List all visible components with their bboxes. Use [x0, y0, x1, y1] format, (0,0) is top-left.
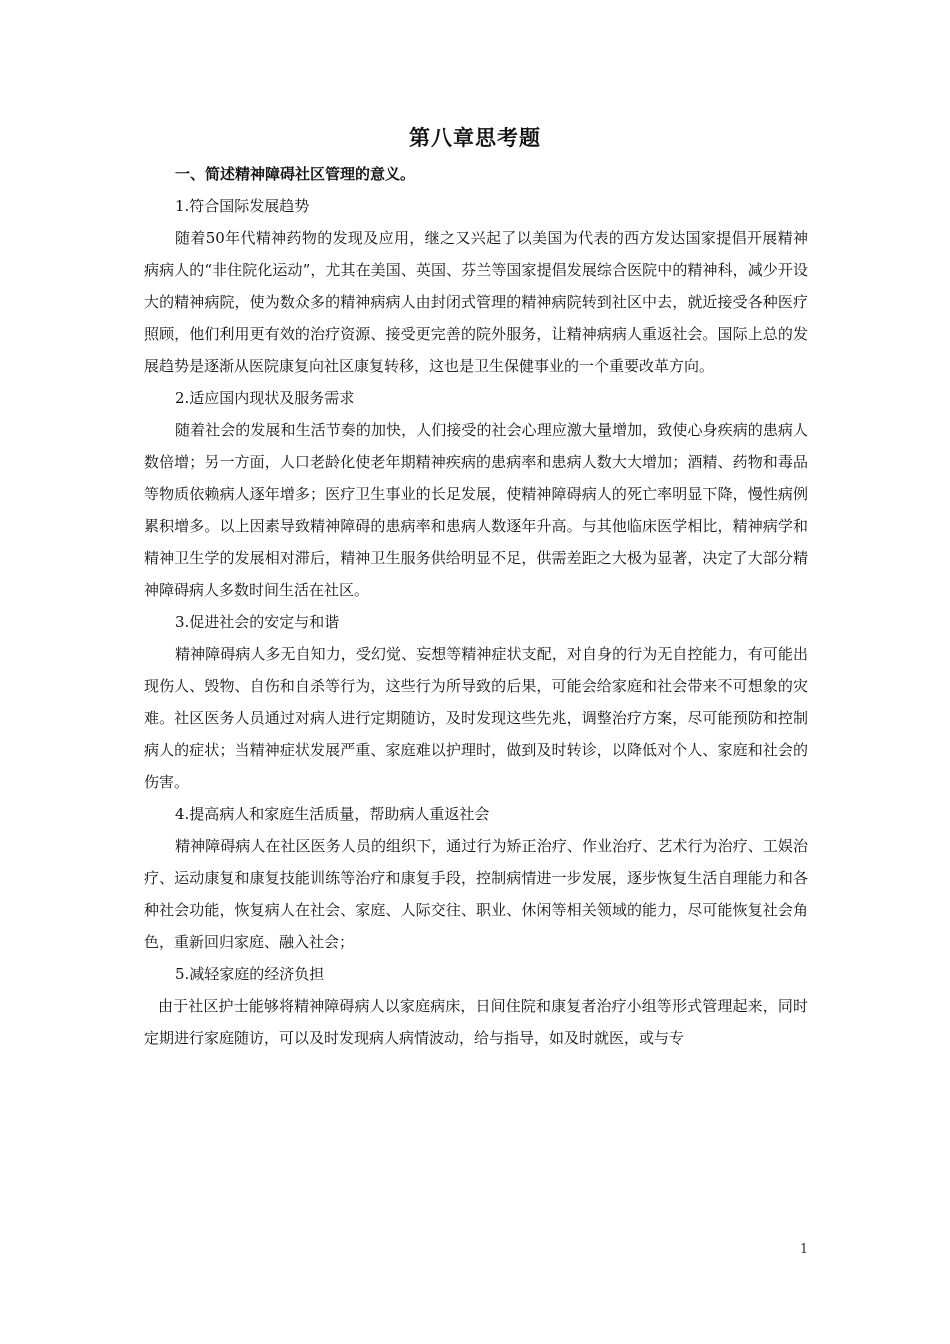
- page-number: 1: [799, 1242, 809, 1257]
- section-paragraph-1: 随着50年代精神药物的发现及应用，继之又兴起了以美国为代表的西方发达国家提倡开展精神病病人的“非住院化运动”，尤其在美国、英国、芬兰等国家提倡发展综合医院中的精神科，减少开设大的精神病院，使为数众多的精神病病人由封闭式管理的精神病院转到社区中去，就近接受各种医疗照顾，他们利用更有效的治疗资源、接受更完善的院外服务，让精神病病人重返社会。国际上总的发展趋势是逐渐从医院康复向社区康复转移，这也是卫生保健事业的一个重要改革方向。: [144, 229, 808, 375]
- section-heading-3: 3.促进社会的安定与和谐: [175, 613, 340, 631]
- section-paragraph-5: 由于社区护士能够将精神障碍病人以家庭病床，日间住院和康复者治疗小组等形式管理起来，同时定期进行家庭随访，可以及时发现病人病情波动，给与指导，如及时就医，或与专: [144, 997, 808, 1047]
- section-heading-4: 4.提高病人和家庭生活质量，帮助病人重返社会: [175, 805, 490, 823]
- question-heading: 一、简述精神障碍社区管理的意义。: [175, 165, 416, 183]
- page-title: 第八章思考题: [409, 125, 541, 150]
- section-heading-5: 5.减轻家庭的经济负担: [175, 965, 325, 983]
- document-body: [144, 158, 808, 1054]
- section-paragraph-3: 精神障碍病人多无自知力，受幻觉、妄想等精神症状支配，对自身的行为无自控能力，有可能出现伤人、毁物、自伤和自杀等行为，这些行为所导致的后果，可能会给家庭和社会带来不可想象的灾难。社区医务人员通过对病人进行定期随访，及时发现这些先兆，调整治疗方案，尽可能预防和控制病人的症状；当精神症状发展严重、家庭难以护理时，做到及时转诊，以降低对个人、家庭和社会的伤害。: [144, 645, 808, 791]
- section-heading-1: 1.符合国际发展趋势: [175, 197, 310, 215]
- section-paragraph-2: 随着社会的发展和生活节奏的加快，人们接受的社会心理应激大量增加，致使心身疾病的患病人数倍增；另一方面，人口老龄化使老年期精神疾病的患病率和患病人数大大增加；酒精、药物和毒品等物质依赖病人逐年增多；医疗卫生事业的长足发展，使精神障碍病人的死亡率明显下降，慢性病例累积增多。以上因素导致精神障碍的患病率和患病人数逐年升高。与其他临床医学相比，精神病学和精神卫生学的发展相对滞后，精神卫生服务供给明显不足，供需差距之大极为显著，决定了大部分精神障碍病人多数时间生活在社区。: [144, 421, 808, 599]
- section-paragraph-4: 精神障碍病人在社区医务人员的组织下，通过行为矫正治疗、作业治疗、艺术行为治疗、工娱治疗、运动康复和康复技能训练等治疗和康复手段，控制病情进一步发展，逐步恢复生活自理能力和各种社会功能，恢复病人在社会、家庭、人际交往、职业、休闲等相关领域的能力，尽可能恢复社会角色，重新回归家庭、融入社会；: [144, 837, 808, 951]
- section-heading-2: 2.适应国内现状及服务需求: [175, 389, 355, 407]
